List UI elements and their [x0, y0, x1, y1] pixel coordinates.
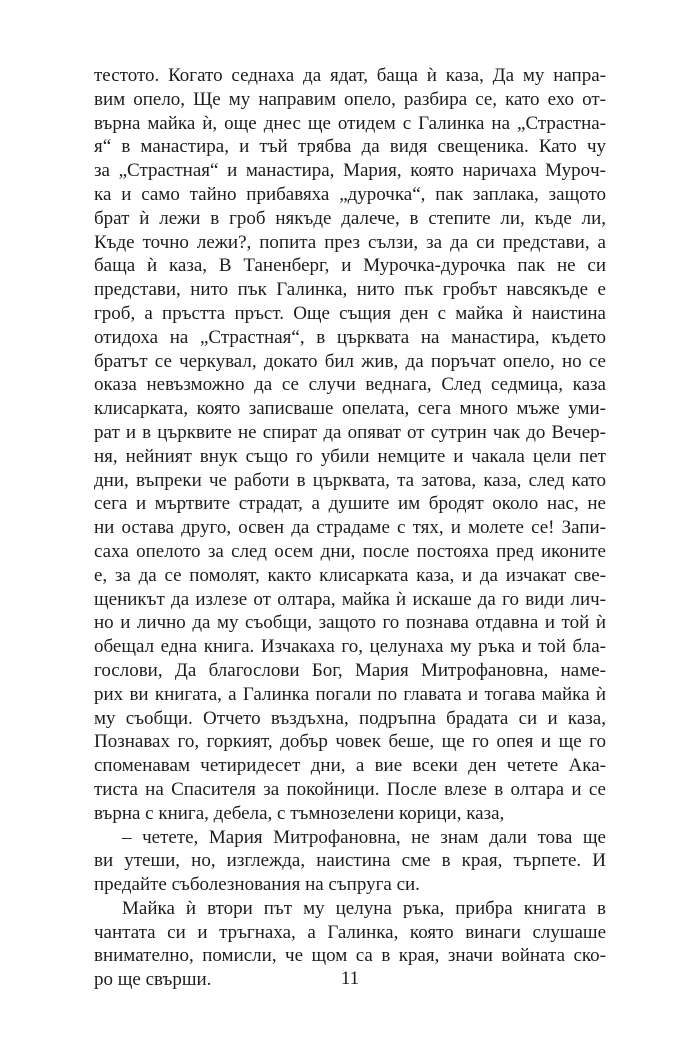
- text-line: но и лично да му съобщи, защото го познава отдавна и той ѝ: [94, 612, 606, 634]
- text-line: сега и мъртвите страдат, а душите им бродят около нас, не: [94, 493, 606, 515]
- text-line: клисарката, която записваше опелата, сега много мъже уми-: [94, 398, 606, 420]
- text-line: я“ в манастира, и тъй трябва да видя свещеника. Като чу: [94, 136, 606, 158]
- text-line: ви утеши, но, изглежда, наистина сме в края, търпете. И: [94, 850, 606, 872]
- text-line: дни, въпреки че работи в църквата, та затова, каза, след като: [94, 469, 606, 491]
- text-line: Майка ѝ втори път му целуна ръка, прибра книгата в: [122, 897, 606, 919]
- text-line: Къде точно лежи?, попита през сълзи, за да си представи, а: [94, 231, 606, 253]
- text-line: предайте съболезнования на съпруга си.: [94, 874, 420, 896]
- body-text: [94, 64, 606, 992]
- text-line: Познавах го, горкият, добър човек беше, ще го опея и ще го: [94, 731, 606, 753]
- text-line: брат ѝ лежи в гроб някъде далече, в степите ли, къде ли,: [94, 207, 606, 229]
- page-number: 11: [340, 968, 360, 989]
- text-line: рих ви книгата, а Галинка погали по главата и тогава майка ѝ: [94, 683, 606, 705]
- text-line: оказа невъзможно да се случи веднага, След седмица, каза: [94, 374, 606, 396]
- text-line: чантата си и тръгнаха, а Галинка, която винаги слушаше: [94, 921, 606, 943]
- text-line: представи, нито пък Галинка, нито пък гробът навсякъде е: [94, 279, 606, 301]
- text-line: за „Страстная“ и манастира, Мария, която наричаха Мурoч-: [94, 160, 606, 182]
- text-line: братът се черкувал, докато бил жив, да поръчат опело, но се: [94, 350, 606, 372]
- text-line: баща ѝ каза, В Таненберг, и Мурочка-дурочка пак не си: [94, 255, 606, 277]
- text-line: – четете, Мария Митрофановна, не знам дали това ще: [122, 826, 606, 848]
- text-line: гроб, а пръстта пръст. Още същия ден с майка ѝ наистина: [94, 302, 606, 324]
- text-line: ка и само тайно прибавяха „дурочка“, пак заплака, защото: [94, 183, 606, 205]
- text-line: отидоха на „Страстная“, в църквата на манастира, където: [94, 326, 606, 348]
- text-line: ни остава друго, освен да страдаме с тях, и молете се! Запи-: [94, 517, 606, 539]
- text-line: върна с книга, дебела, с тъмнозелени корици, каза,: [94, 802, 505, 824]
- text-line: ро ще свърши.: [94, 969, 212, 991]
- text-line: му съобщи. Отчето въздъхна, подръпна брадата си и каза,: [94, 707, 606, 729]
- text-line: е, за да се помолят, както клисарката каза, и да изчакат све-: [94, 564, 606, 586]
- text-line: тиста на Спасителя за покойници. После влезе в олтара и се: [94, 778, 606, 800]
- text-line: щеникът да излезе от олтара, майка ѝ искаше да го види лич-: [94, 588, 606, 610]
- text-line: рат и в църквите не спират да опяват от сутрин чак до Вечер-: [94, 421, 606, 443]
- text-line: тестото. Когато седнаха да ядат, баща ѝ каза, Да му напра-: [94, 65, 606, 86]
- text-line: саха опелото за след осем дни, после постояха пред иконите: [94, 540, 606, 562]
- text-line: споменавам четиридесет дни, а вие всеки ден четете Ака-: [94, 755, 606, 777]
- text-line: внимателно, помисли, че щом са в края, значи войната ско-: [94, 945, 606, 967]
- text-line: обещал една книга. Изчакаха го, целунаха му ръка и той бла-: [94, 636, 606, 658]
- text-line: вим опело, Ще му направим опело, разбира се, като ехо от-: [94, 88, 606, 110]
- text-line: гослови, Да благослови Бог, Мария Митрофановна, наме-: [94, 659, 606, 681]
- text-line: ня, нейният внук също го убили немците и чакала цели пет: [94, 445, 606, 467]
- text-line: върна майка ѝ, още днес ще отидем с Галинка на „Страстна-: [94, 112, 606, 134]
